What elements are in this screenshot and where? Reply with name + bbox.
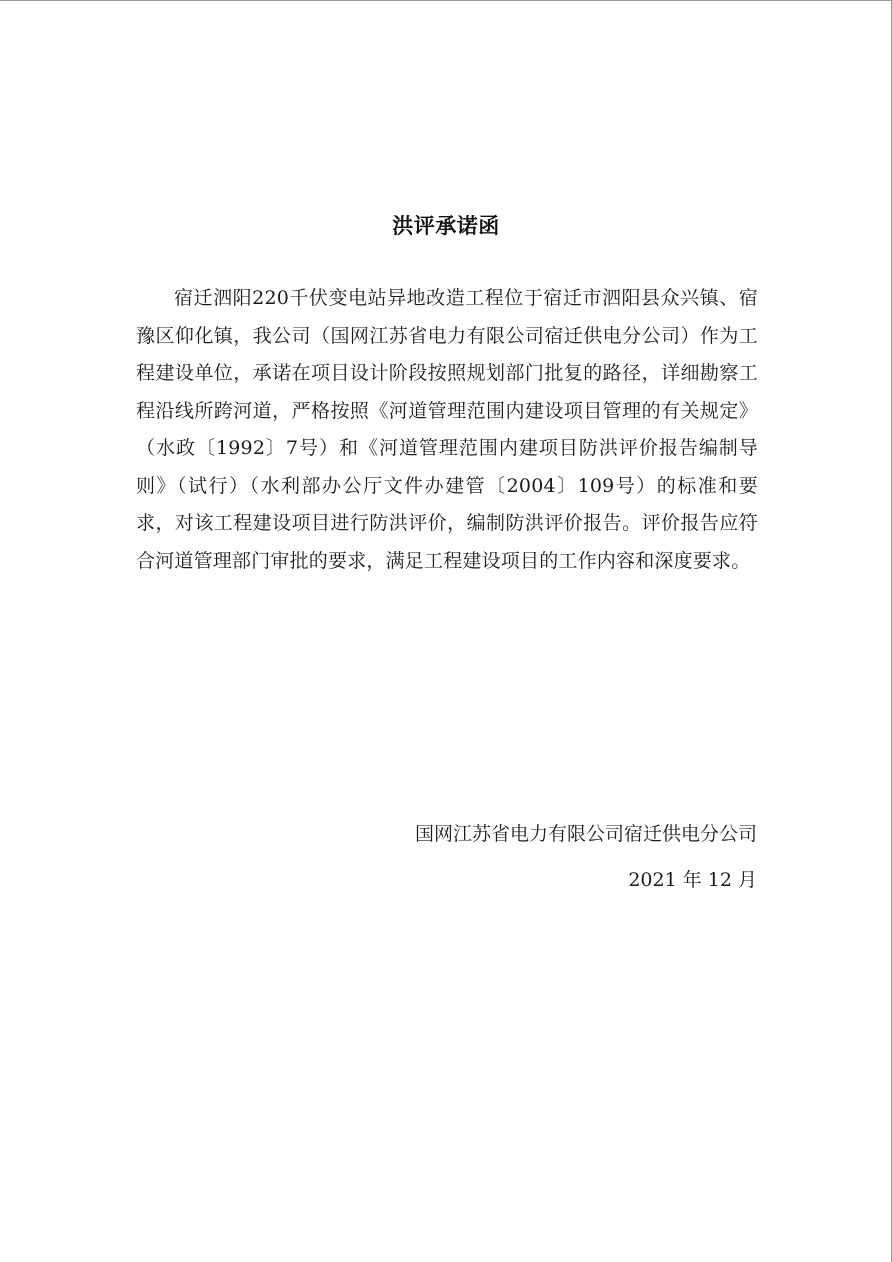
signature-company: 国网江苏省电力有限公司宿迁供电分公司 bbox=[414, 823, 757, 845]
document-body-paragraph: 宿迁泗阳220千伏变电站异地改造工程位于宿迁市泗阳县众兴镇、宿豫区仰化镇，我公司（国网江苏省电力有限公司宿迁供电分公司）作为工程建设单位，承诺在项目设计阶段按照规划部门批复的路径，详细勘察工程沿线所跨河道，严格按照《河道管理范围内建设项目管理的有关规定》（水政〔1992〕7号）和《河道管理范围内建项目防洪评价报告编制导则》（试行）（水利部办公厅文件办建管〔2004〕109号）的标准和要求，对该工程建设项目进行防洪评价，编制防洪评价报告。评价报告应符合河道管理部门审批的要求，满足工程建设项目的工作内容和深度要求。 bbox=[136, 287, 758, 572]
document-title: 洪评承诺函 bbox=[392, 214, 500, 238]
signature-date: 2021 年 12 月 bbox=[628, 869, 757, 891]
